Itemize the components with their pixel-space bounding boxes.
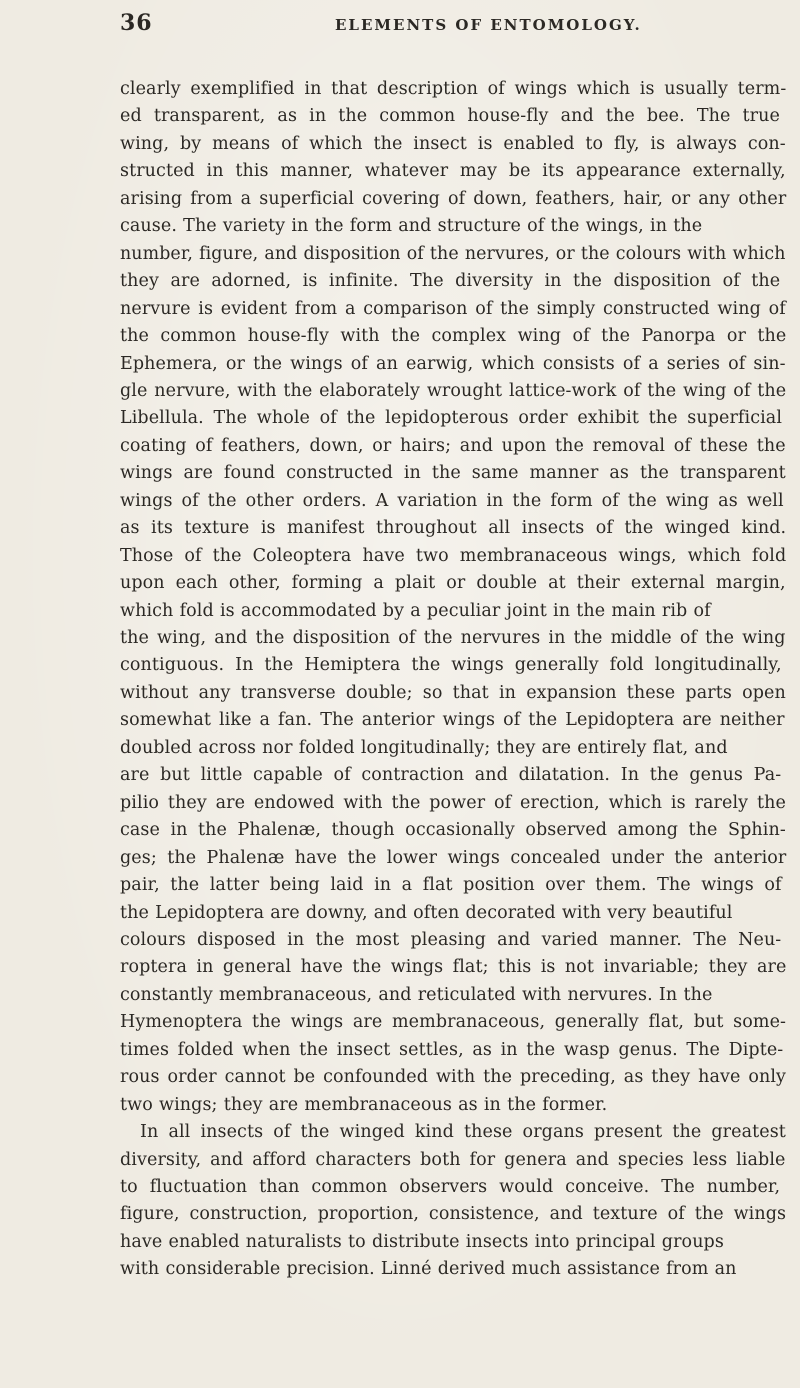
text-line: wings of the other orders. A variation in the form of the wing as well: [120, 490, 784, 511]
text-line: clearly exemplified in that description of wings which is usually term-: [120, 79, 787, 99]
page-number: 36: [120, 10, 153, 36]
text-line: nervure is evident from a comparison of the simply constructed wing of: [120, 298, 786, 319]
text-line: Libellula. The whole of the lepidopterous order exhibit the superficial: [120, 408, 783, 429]
text-line: the wing, and the disposition of the nervures in the middle of the wing: [120, 628, 786, 648]
text-line: gle nervure, with the elaborately wrought lattice-work of the wing of the: [120, 380, 787, 401]
text-line: with considerable precision. Linné derived much assistance from an: [120, 1259, 737, 1280]
text-line: they are adorned, is infinite. The diversity in the disposition of the: [120, 271, 781, 292]
text-line: structed in this manner, whatever may be its appearance externally,: [120, 161, 786, 182]
text-line: coating of feathers, down, or hairs; and upon the removal of these the: [120, 435, 786, 456]
text-line: diversity, and afford characters both for genera and species less liable: [120, 1149, 786, 1170]
text-line: doubled across nor folded longitudinally; they are entirely flat, and: [120, 737, 728, 758]
text-line: are but little capable of contraction and dilatation. In the genus Pa-: [120, 765, 782, 786]
text-line: arising from a superficial covering of down, feathers, hair, or any other: [120, 188, 787, 209]
text-line: colours disposed in the most pleasing and varied manner. The Neu-: [120, 929, 782, 950]
text-line: roptera in general have the wings flat; this is not invariable; they are: [120, 957, 787, 978]
text-line: figure, construction, proportion, consistence, and texture of the wings: [120, 1204, 787, 1225]
text-line: rous order cannot be confounded with the preceding, as they have only: [120, 1067, 787, 1088]
text-line: the Lepidoptera are downy, and often decorated with very beautiful: [120, 902, 733, 923]
text-line: upon each other, forming a plait or double at their external margin,: [120, 573, 786, 594]
text-line: the common house-fly with the complex wing of the Panorpa or the: [120, 326, 787, 347]
text-line: contiguous. In the Hemiptera the wings generally fold longitudinally,: [120, 655, 782, 676]
text-line: Those of the Coleoptera have two membranaceous wings, which fold: [120, 545, 787, 566]
text-line: pair, the latter being laid in a flat position over them. The wings of: [120, 875, 782, 896]
text-line: In all insects of the winged kind these organs present the greatest: [140, 1122, 786, 1143]
text-line: case in the Phalenæ, though occasionally observed among the Sphin-: [120, 820, 786, 841]
text-line: two wings; they are membranaceous as in the former.: [120, 1094, 608, 1115]
text-line: Hymenoptera the wings are membranaceous, generally flat, but some-: [120, 1012, 787, 1033]
running-head: ELEMENTS OF ENTOMOLOGY.: [335, 16, 642, 34]
text-line: pilio they are endowed with the power of erection, which is rarely the: [120, 792, 786, 813]
text-line: constantly membranaceous, and reticulated with nervures. In the: [120, 984, 713, 1005]
text-line: cause. The variety in the form and structure of the wings, in the: [120, 216, 703, 237]
text-line: without any transverse double; so that in expansion these parts open: [120, 682, 786, 703]
text-line: ed transparent, as in the common house-fly and the bee. The true: [120, 106, 780, 127]
text-line: wings are found constructed in the same manner as the transparent: [120, 463, 786, 484]
text-line: as its texture is manifest throughout all insects of the winged kind.: [120, 518, 787, 539]
text-line: wing, by means of which the insect is enabled to fly, is always con-: [120, 133, 786, 154]
text-line: times folded when the insect settles, as in the wasp genus. The Dipte-: [120, 1039, 784, 1060]
text-line: have enabled naturalists to distribute insects into principal groups: [120, 1231, 724, 1252]
text-line: ges; the Phalenæ have the lower wings concealed under the anterior: [120, 847, 787, 868]
text-line: Ephemera, or the wings of an earwig, which consists of a series of sin-: [120, 353, 786, 374]
text-line: number, figure, and disposition of the nervures, or the colours with which: [120, 243, 786, 264]
text-line: somewhat like a fan. The anterior wings of the Lepidoptera are neither: [120, 710, 785, 731]
text-line: to fluctuation than common observers would conceive. The number,: [120, 1177, 781, 1197]
page-header: [120, 10, 720, 46]
text-line: which fold is accommodated by a peculiar joint in the main rib of: [120, 600, 711, 621]
